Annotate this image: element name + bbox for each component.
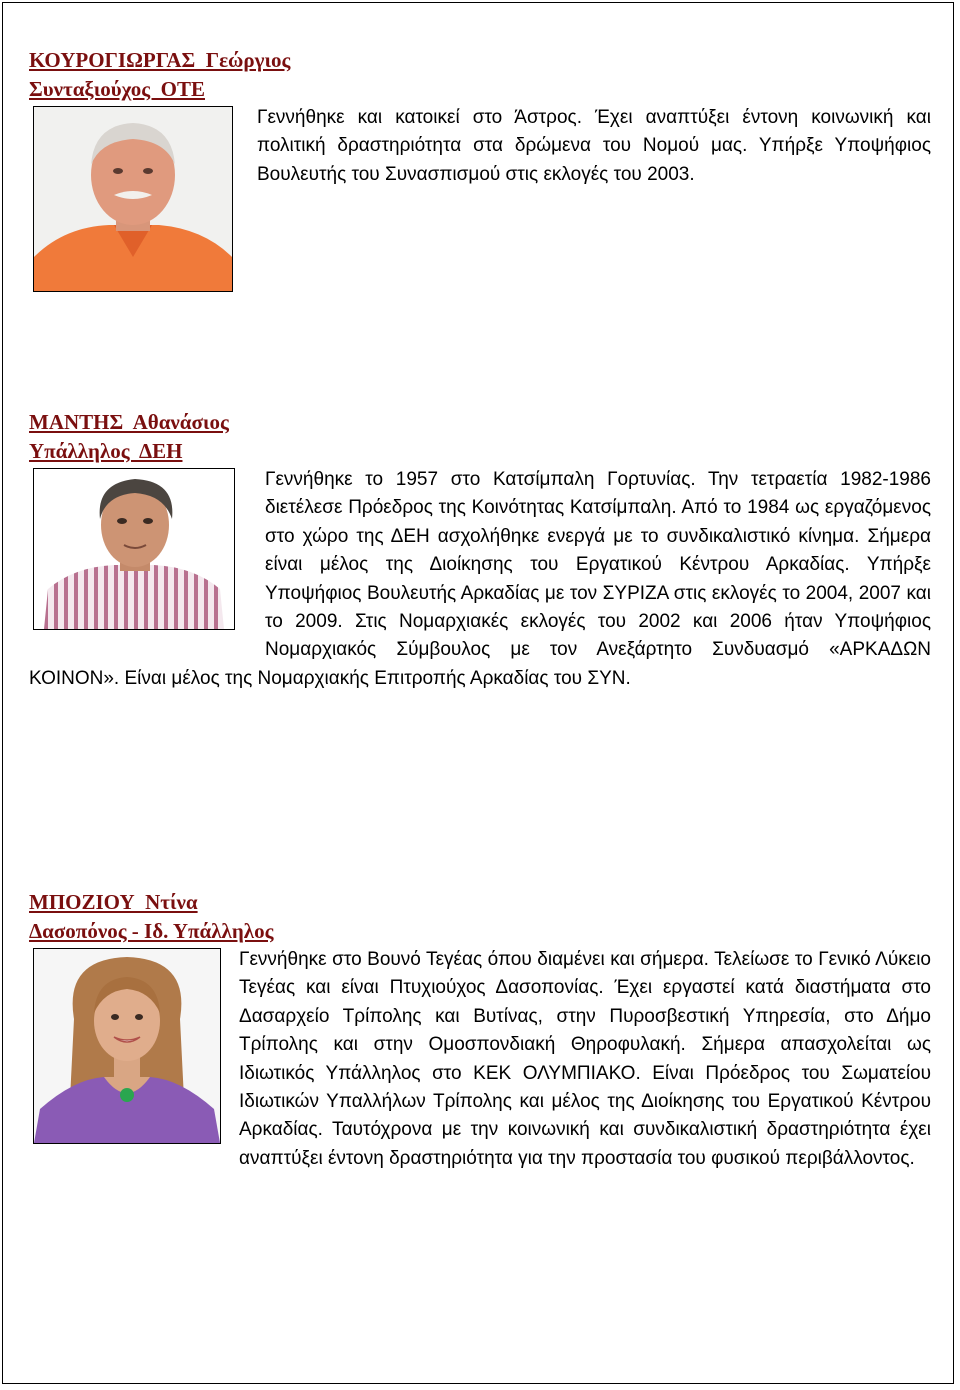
candidate-name: ΚΟΥΡΟΓΙΩΡΓΑΣ Γεώργιος: [29, 48, 291, 72]
candidate-role: Υπάλληλος ΔΕΗ: [29, 439, 183, 463]
candidate-bio-text: Γεννήθηκε το 1957 στο Κατσίμπαλη Γορτυνίας. Την τετραετία 1982-1986 διετέλεσε Πρόεδρος της Κοινότητας Κατσίμπαλη. Από το 1984 ως εργαζόμενος στο χώρο της ΔΕΗ ασχολήθηκε ενεργά με το συνδικαλιστικό κίνημα. Σήμερα είναι μέλος της Διοίκησης του Εργατικού Κέντρου Αρκαδίας. Υπήρξε Υποψήφιος Βουλευτής Αρκαδίας με τον ΣΥΡΙΖΑ στις εκλογές το 2004, 2007 και το 2009. Στις Νομαρχιακές εκλογές του 2002 και 2006 ήταν Υποψήφιος Νομαρχιακός Σύμβουλος με τον Ανεξάρτητο Συνδυασμό «ΑΡΚΑΔΩΝ ΚΟΙΝΟΝ». Είναι μέλος της Νομαρχιακής Επιτροπής Αρκαδίας του ΣΥΝ.: [29, 469, 931, 689]
candidate-bio-text: Γεννήθηκε και κατοικεί στο Άστρος. Έχει αναπτύξει έντονη κοινωνική και πολιτική δραστηριότητα στα δρώμενα του Νομού μας. Υπήρξε Υποψήφιος Βουλευτής του Συνασπισμού στις εκλογές του 2003.: [257, 107, 931, 185]
portrait-woman-purple-top-icon: [33, 948, 221, 1144]
candidate-section: [29, 888, 931, 1173]
candidate-role: Συνταξιούχος ΟΤΕ: [29, 77, 205, 101]
portrait-man-striped-shirt-icon: [33, 468, 235, 630]
candidate-section: [29, 408, 931, 693]
portrait-man-orange-shirt-icon: [33, 106, 233, 292]
candidate-section: [29, 46, 931, 328]
candidate-name: ΜΑΝΤΗΣ Αθανάσιος: [29, 410, 229, 434]
candidate-bio-text: Γεννήθηκε στο Βουνό Τεγέας όπου διαμένει και σήμερα. Τελείωσε το Γενικό Λύκειο Τεγέας και είναι Πτυχιούχος Δασοπονίας. Έχει εργαστεί κατά διαστήματα στο Δασαρχείο Τρίπολης και Βυτίνας, στην Πυροσβεστική Υπηρεσία, στο Δήμο Τρίπολης και στην Ομοσπονδιακή Θηροφυλακή. Σήμερα απασχολείται ως Ιδιωτικός Υπάλληλος στο ΚΕΚ ΟΛΥΜΠΙΑΚΟ. Είναι Πρόεδρος του Σωματείου Ιδιωτικών Υπαλλήλων Τρίπολης και μέλος της Διοίκησης του Εργατικού Κέντρου Αρκαδίας. Ταυτόχρονα με την κοινωνική και συνδικαλιστική δραστηριότητα έχει αναπτύξει έντονη δραστηριότητα για την προστασία του φυσικού περιβάλλοντος.: [239, 949, 931, 1169]
candidate-name: ΜΠΟΖΙΟΥ Ντίνα: [29, 890, 198, 914]
candidate-role: Δασοπόνος - Ιδ. Υπάλληλος: [29, 919, 274, 943]
